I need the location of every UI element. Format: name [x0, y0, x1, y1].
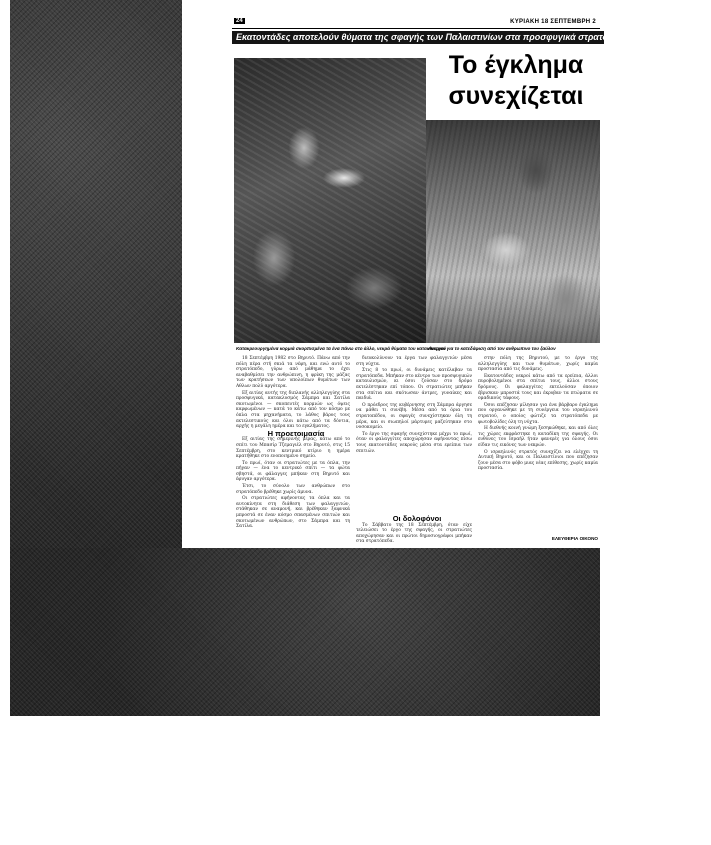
paragraph: Στις 8 το πρωί, οι δυνάμεις κατέλαβαν τα στρατόπεδα. Μπήκαν στο κέντρο των προσφυγικών καταυλισμών, κι όσοι ζούσαν στο δρόμο εκτελέστηκαν επί τόπου. Οι στρατιώτες μπήκαν στα σπίτια και σκότωσαν άντρες, γυναίκες και παιδιά. — [356, 368, 472, 402]
newspaper-page — [196, 16, 711, 548]
article-column-3 — [478, 356, 598, 473]
caption-left: Κατακρεουργημένα κορμιά σκορπισμένα τα ένα πάνω στο άλλο, νεκρά θύματα του κατακλυσμού — [236, 346, 446, 351]
paragraph: Ο ισραηλινός στρατός συνεχίζει να ελέγχει τη Δυτική Βηρυτό, και οι Παλαιστίνιοι που επέζησαν ζουν μέσα στο φόβο μιας νέας επίθεσης, χωρίς καμία προστασία. — [478, 449, 598, 472]
photo-victims — [234, 58, 426, 343]
kicker-banner: Εκατοντάδες αποτελούν θύματα της σφαγής των Παλαιστινίων στα προσφυγικά στρατόπεδα Σάμπρα και Σατίλα — [232, 31, 604, 44]
article-column-2 — [356, 356, 472, 455]
article-column-1 — [236, 356, 350, 531]
paragraph: Εξ αιτίας της σημερινής μέρας, κάτω από το σπίτι του Μπασίρ Τζεμαγιέλ στο Βηρυτό, στις 15 Σεπτέμβρη, στο κεντρικό κτίριο η ημέρα κρατήθηκε στο ενοποιημένο σημείο. — [236, 437, 350, 460]
paragraph: Έτσι, το σύνολο των ανθρώπων στο στρατόπεδο βρέθηκε χωρίς άμυνα. — [236, 484, 350, 495]
date-line: ΚΥΡΙΑΚΗ 18 ΣΕΠΤΕΜΒΡΗ 2 — [510, 19, 596, 25]
subheading-killers: Οι δολοφόνοι — [392, 514, 442, 523]
headline-line-2: συνεχίζεται — [448, 82, 584, 110]
paragraph: Όσοι επέζησαν μίλησαν για ένα βάρβαρο έγκλημα που οργανώθηκε με τη συνέργεια του ισραηλινού στρατού, ο οποίος φώτιζε τα στρατόπεδα με φωτοβολίδες όλη τη νύχτα. — [478, 402, 598, 425]
paragraph: Το έργο της σφαγής συνεχίστηκε μέχρι το πρωί, όταν οι φαλαγγίτες αποχώρησαν αφήνοντας πίσω τους εκατοντάδες νεκρούς μέσα στα ερείπια των σπιτιών. — [356, 431, 472, 454]
paragraph: Ο πρόεδρος της κυβέρνησης στη Σάμπρα άργησε να μάθει τι συνέβη. Μέσα από τα όρια του στρατοπέδου, οι σφαγές συνεχίστηκαν όλη τη μέρα, και οι σιωπηλοί μάρτυρες μαζεύτηκαν στο νοσοκομείο. — [356, 402, 472, 431]
paragraph: Εκατοντάδες νεκροί κάτω από τα ερείπια, άλλοι πυροβολημένοι στα σπίτια τους, άλλοι στους δρόμους. Οι φαλαγγίτες εκτελούσαν όποιον έβρισκαν μπροστά τους και έκρυβαν τα πτώματα σε ομαδικούς τάφους. — [478, 373, 598, 402]
page-number: 24 — [236, 18, 243, 24]
headline — [432, 50, 600, 112]
paragraph: διευκολύνουν τα έργα των φαλαγγιτών μέσα στη νύχτα. — [356, 356, 472, 367]
caption-right: Ανεργοι για το κατεδάφιση από τον ανθρωπινο του ξαύλον — [428, 346, 556, 351]
subheading-preparation: Η προετοιμασία — [267, 428, 325, 438]
paragraph: Η διεθνής κοινή γνώμη ξεσηκώθηκε, και από όλες τις χώρες εκφράστηκε η καταδίκη της σφαγής. Οι ευθύνες του Ισραήλ ήταν φανερές για όλους όσοι είδαν τις εικόνες των νεκρών. — [478, 426, 598, 448]
paragraph: 18 Σεπτέμβρη 1982 στο Βηρυτό. Πάνω από την πόλη πέρα στή σκιά τα νέφη, και ενώ αυτό το στρατόπεδο, γύρω από μάθημα το έχει αναβαθμίσει την ανθρώπινη, η φρίκη της μάζας των κρατήσεων των υπολοίπων θυμάτων των Αθλων πολύ αργότερα. — [236, 356, 350, 389]
photo-survivor — [426, 120, 600, 343]
author-signature: ΕΛΕΥΘΕΡΙΑ ΟΙΚΟΝΟ — [551, 536, 598, 541]
paragraph: Το Σάββατο της 18 Σεπτέμβρη, όταν είχε τελειώσει το έργο της σφαγής, οι στρατιώτες αποχώρησαν και οι πρώτοι δημοσιογράφοι μπήκαν στα στρατόπεδα. — [356, 522, 472, 545]
scanner-background — [10, 0, 711, 716]
article-column-2-tail — [356, 516, 472, 546]
paragraph: στην πόλη της Βηρυτού, με το έργο της αλληλεγγύης και των θυμάτων, χωρίς καμία προστασία από τις δυνάμεις. — [478, 356, 598, 373]
paragraph: Οι στρατιώτες αφήνοντας τα όπλα και τα αυτοκίνητα στη διάθεση των φαλαγγιτών, στάθηκαν σε αναμονή, και βρέθηκαν ξαφνικά μπροστά σε έναν κόσμο σπασμένων σπιτιών και σκοτωμένων ανθρώπων, στο Σάμπρα και τη Σατίλα. — [236, 496, 350, 530]
scan-dark-bottom — [10, 548, 600, 716]
headline-line-1: Το έγκλημα — [448, 51, 584, 79]
paragraph: Εξ αιτίας αυτής της διπλανής αλληλεγγύης στα προσφυγικά, κατακλυσμός Σάμπρα και Σατίλα σκοτωμένοι — σκοπευτές κορμιών ως όψεις καρφωμένων — κατά το κάτω από τον κόσμο με όπλα στα μηχανήματα, το λάθος βάρος τους εκτελεστικούς και όλοι κάτω από τα δόντια, αρχής η μεγάλη ημέρα και το εγκλήματος. — [236, 390, 350, 430]
page-header — [232, 16, 600, 29]
paragraph: Το πρωί, όταν οι στρατιώτες με τα όπλα, την πήγαν — ένα το κεντρικό σπίτι — τα φώτα σβηστά, οι φάλαγγες μπήκαν στη Βηρυτό και έφυγαν αργότερα. — [236, 460, 350, 483]
